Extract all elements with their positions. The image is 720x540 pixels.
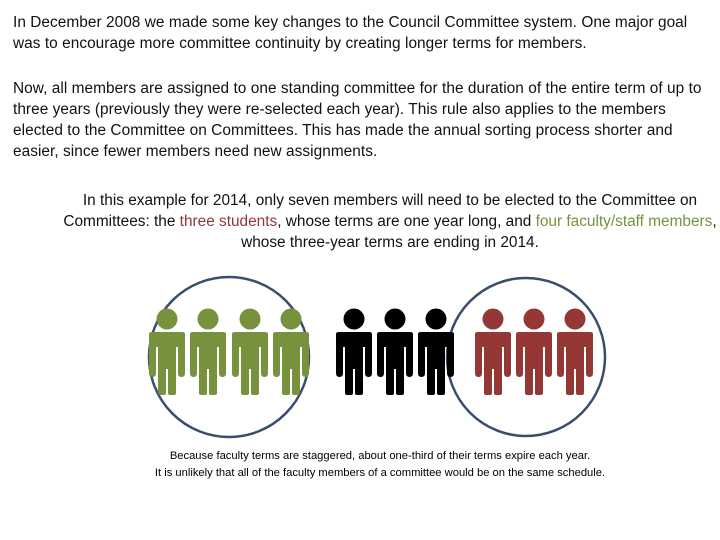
intro-paragraph-2: Now, all members are assigned to one standing committee for the duration of the entire term of up to three years (previously they were re-selected each year). This rule also applies to the members elected to the Committee on Committees. This has made the annual sorting process shorter and easier, since fewer members need new assignments. bbox=[13, 80, 702, 160]
caption-line-1: Because faculty terms are staggered, about one-third of their terms expire each year. bbox=[169, 450, 591, 462]
students-group bbox=[475, 309, 593, 396]
faculty-person-icon bbox=[190, 309, 226, 396]
example-text-middle: , whose terms are one year long, and bbox=[277, 213, 536, 230]
faculty-group bbox=[149, 309, 309, 396]
example-text-after: , whose three-year terms are ending in 2014. bbox=[241, 213, 717, 251]
intro-paragraph-1: In December 2008 we made some key changes to the Council Committee system. One major goal was to encourage more committee continuity by creating longer terms for members. bbox=[13, 14, 688, 52]
caption-line-2: It is unlikely that all of the faculty members of a committee would be on the same schedule. bbox=[154, 467, 606, 479]
faculty-person-icon bbox=[149, 309, 185, 396]
student-person-icon bbox=[557, 309, 593, 396]
faculty-person-icon bbox=[232, 309, 268, 396]
figure-caption bbox=[60, 448, 700, 482]
continuing-person-icon bbox=[418, 309, 454, 396]
students-highlight: three students bbox=[179, 213, 278, 230]
student-person-icon bbox=[475, 309, 511, 396]
continuing-person-icon bbox=[336, 309, 372, 396]
faculty-highlight: four faculty/staff members bbox=[535, 213, 713, 230]
example-text-before: In this example for 2014, only seven members will need to be elected to the Committee on Committees: the bbox=[63, 192, 698, 230]
faculty-person-icon bbox=[273, 309, 309, 396]
continuing-person-icon bbox=[377, 309, 413, 396]
student-person-icon bbox=[516, 309, 552, 396]
continuing-group bbox=[336, 309, 454, 396]
